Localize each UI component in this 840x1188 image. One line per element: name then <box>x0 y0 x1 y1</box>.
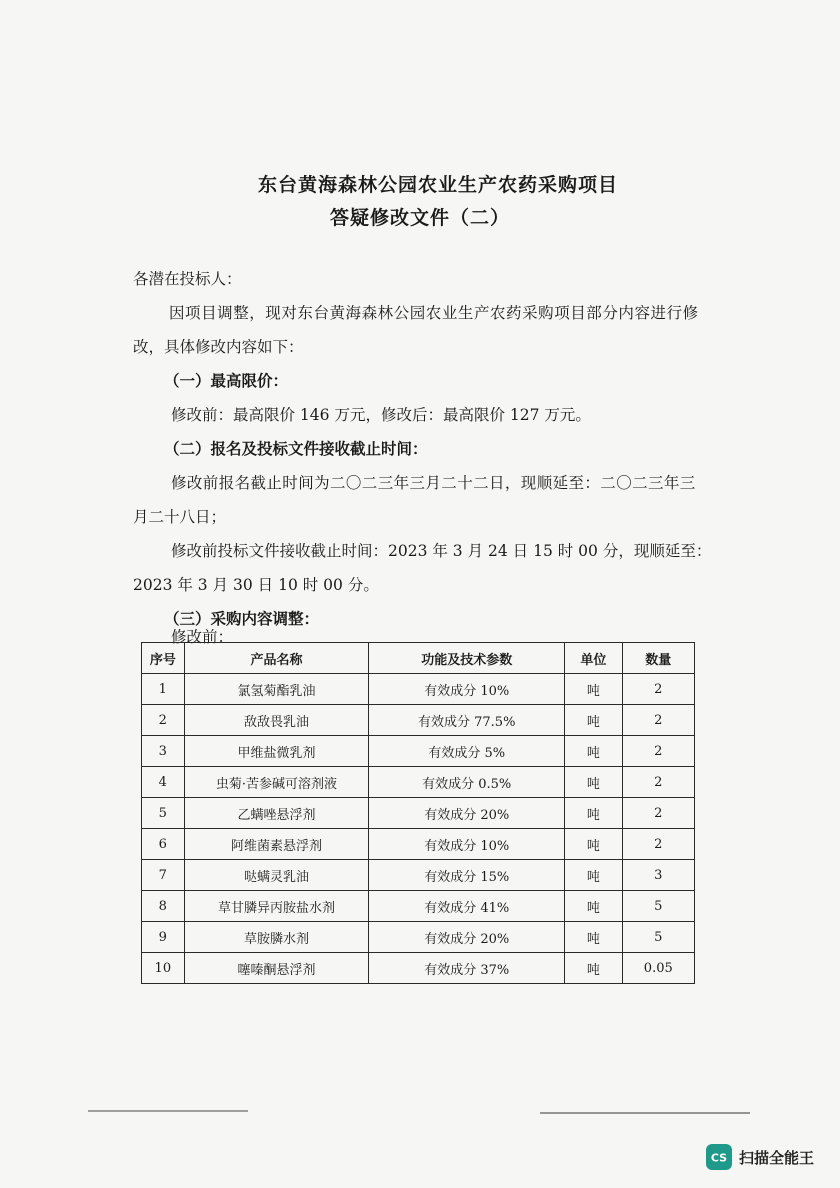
cell-unit: 吨 <box>565 891 622 922</box>
cell-product-name: 草甘膦异丙胺盐水剂 <box>184 891 369 922</box>
cell-unit: 吨 <box>565 798 622 829</box>
cell-product-name: 氯氢菊酯乳油 <box>184 674 369 705</box>
cell-spec: 有效成分 10% <box>369 829 565 860</box>
scan-artifact-line-left <box>88 1110 248 1112</box>
cell-spec: 有效成分 41% <box>369 891 565 922</box>
procurement-table <box>141 642 695 984</box>
header-serial: 序号 <box>142 643 185 674</box>
section-3-heading: （三）采购内容调整： <box>164 610 320 628</box>
table-row <box>142 705 695 736</box>
salutation: 各潜在投标人： <box>133 270 242 288</box>
table-row <box>142 736 695 767</box>
cell-serial: 3 <box>142 736 185 767</box>
document-title: 东台黄海森林公园农业生产农药采购项目 <box>257 174 618 196</box>
cell-quantity: 5 <box>622 891 694 922</box>
cell-product-name: 乙螨唑悬浮剂 <box>184 798 369 829</box>
table-row <box>142 860 695 891</box>
table-row <box>142 891 695 922</box>
before-label: 修改前： <box>171 628 234 646</box>
section-1-text: 修改前：最高限价 146 万元，修改后：最高限价 127 万元。 <box>171 406 591 424</box>
cell-quantity: 2 <box>622 767 694 798</box>
cell-product-name: 噻嗪酮悬浮剂 <box>184 953 369 984</box>
intro-line-2: 改，具体修改内容如下： <box>133 338 304 356</box>
watermark-text: 扫描全能王 <box>739 1148 815 1167</box>
table-row <box>142 798 695 829</box>
camscanner-logo-icon <box>706 1144 732 1170</box>
cell-quantity: 3 <box>622 860 694 891</box>
cell-serial: 1 <box>142 674 185 705</box>
cell-quantity: 2 <box>622 798 694 829</box>
table-header-row <box>142 643 695 674</box>
cell-spec: 有效成分 37% <box>369 953 565 984</box>
cell-unit: 吨 <box>565 922 622 953</box>
cell-serial: 7 <box>142 860 185 891</box>
cell-unit: 吨 <box>565 860 622 891</box>
header-unit: 单位 <box>565 643 622 674</box>
section-2-heading: （二）报名及投标文件接收截止时间： <box>164 440 428 458</box>
section-2-para-2-line-2: 2023 年 3 月 30 日 10 时 00 分。 <box>133 576 379 594</box>
scan-artifact-line-right <box>540 1112 750 1114</box>
cell-unit: 吨 <box>565 767 622 798</box>
cell-serial: 6 <box>142 829 185 860</box>
header-product-name: 产品名称 <box>184 643 369 674</box>
cell-unit: 吨 <box>565 674 622 705</box>
cell-quantity: 2 <box>622 674 694 705</box>
cell-quantity: 2 <box>622 829 694 860</box>
cell-spec: 有效成分 15% <box>369 860 565 891</box>
cell-spec: 有效成分 20% <box>369 798 565 829</box>
cell-spec: 有效成分 10% <box>369 674 565 705</box>
cell-spec: 有效成分 5% <box>369 736 565 767</box>
cell-unit: 吨 <box>565 705 622 736</box>
section-2-para-1-line-2: 月二十八日； <box>133 508 227 526</box>
cell-serial: 8 <box>142 891 185 922</box>
cell-product-name: 甲维盐微乳剂 <box>184 736 369 767</box>
header-spec: 功能及技术参数 <box>369 643 565 674</box>
cell-serial: 4 <box>142 767 185 798</box>
table-row <box>142 829 695 860</box>
section-2-para-1-line-1: 修改前报名截止时间为二〇二三年三月二十二日，现顺延至：二〇二三年三 <box>171 474 696 492</box>
cell-product-name: 阿维菌素悬浮剂 <box>184 829 369 860</box>
table-row <box>142 674 695 705</box>
cell-serial: 10 <box>142 953 185 984</box>
section-2-para-2-line-1: 修改前投标文件接收截止时间：2023 年 3 月 24 日 15 时 00 分，现顺延至： <box>171 542 712 560</box>
cell-quantity: 2 <box>622 736 694 767</box>
cell-serial: 2 <box>142 705 185 736</box>
cell-quantity: 0.05 <box>622 953 694 984</box>
cell-product-name: 敌敌畏乳油 <box>184 705 369 736</box>
cell-product-name: 虫菊·苦参碱可溶剂液 <box>184 767 369 798</box>
scanner-watermark <box>706 1141 814 1173</box>
cell-product-name: 哒螨灵乳油 <box>184 860 369 891</box>
table-row <box>142 922 695 953</box>
cell-quantity: 5 <box>622 922 694 953</box>
cell-spec: 有效成分 20% <box>369 922 565 953</box>
cell-serial: 9 <box>142 922 185 953</box>
cell-unit: 吨 <box>565 953 622 984</box>
document-subtitle: 答疑修改文件（二） <box>329 207 510 229</box>
header-quantity: 数量 <box>622 643 694 674</box>
cell-unit: 吨 <box>565 829 622 860</box>
svg-text:CS: CS <box>710 1151 728 1165</box>
section-1-heading: （一）最高限价： <box>164 372 289 390</box>
intro-line-1: 因项目调整，现对东台黄海森林公园农业生产农药采购项目部分内容进行修 <box>169 304 699 322</box>
cell-product-name: 草胺膦水剂 <box>184 922 369 953</box>
cell-spec: 有效成分 77.5% <box>369 705 565 736</box>
cell-unit: 吨 <box>565 736 622 767</box>
table-row <box>142 953 695 984</box>
table-row <box>142 767 695 798</box>
cell-quantity: 2 <box>622 705 694 736</box>
cell-spec: 有效成分 0.5% <box>369 767 565 798</box>
cs-logo-glyph <box>708 1149 730 1165</box>
cell-serial: 5 <box>142 798 185 829</box>
